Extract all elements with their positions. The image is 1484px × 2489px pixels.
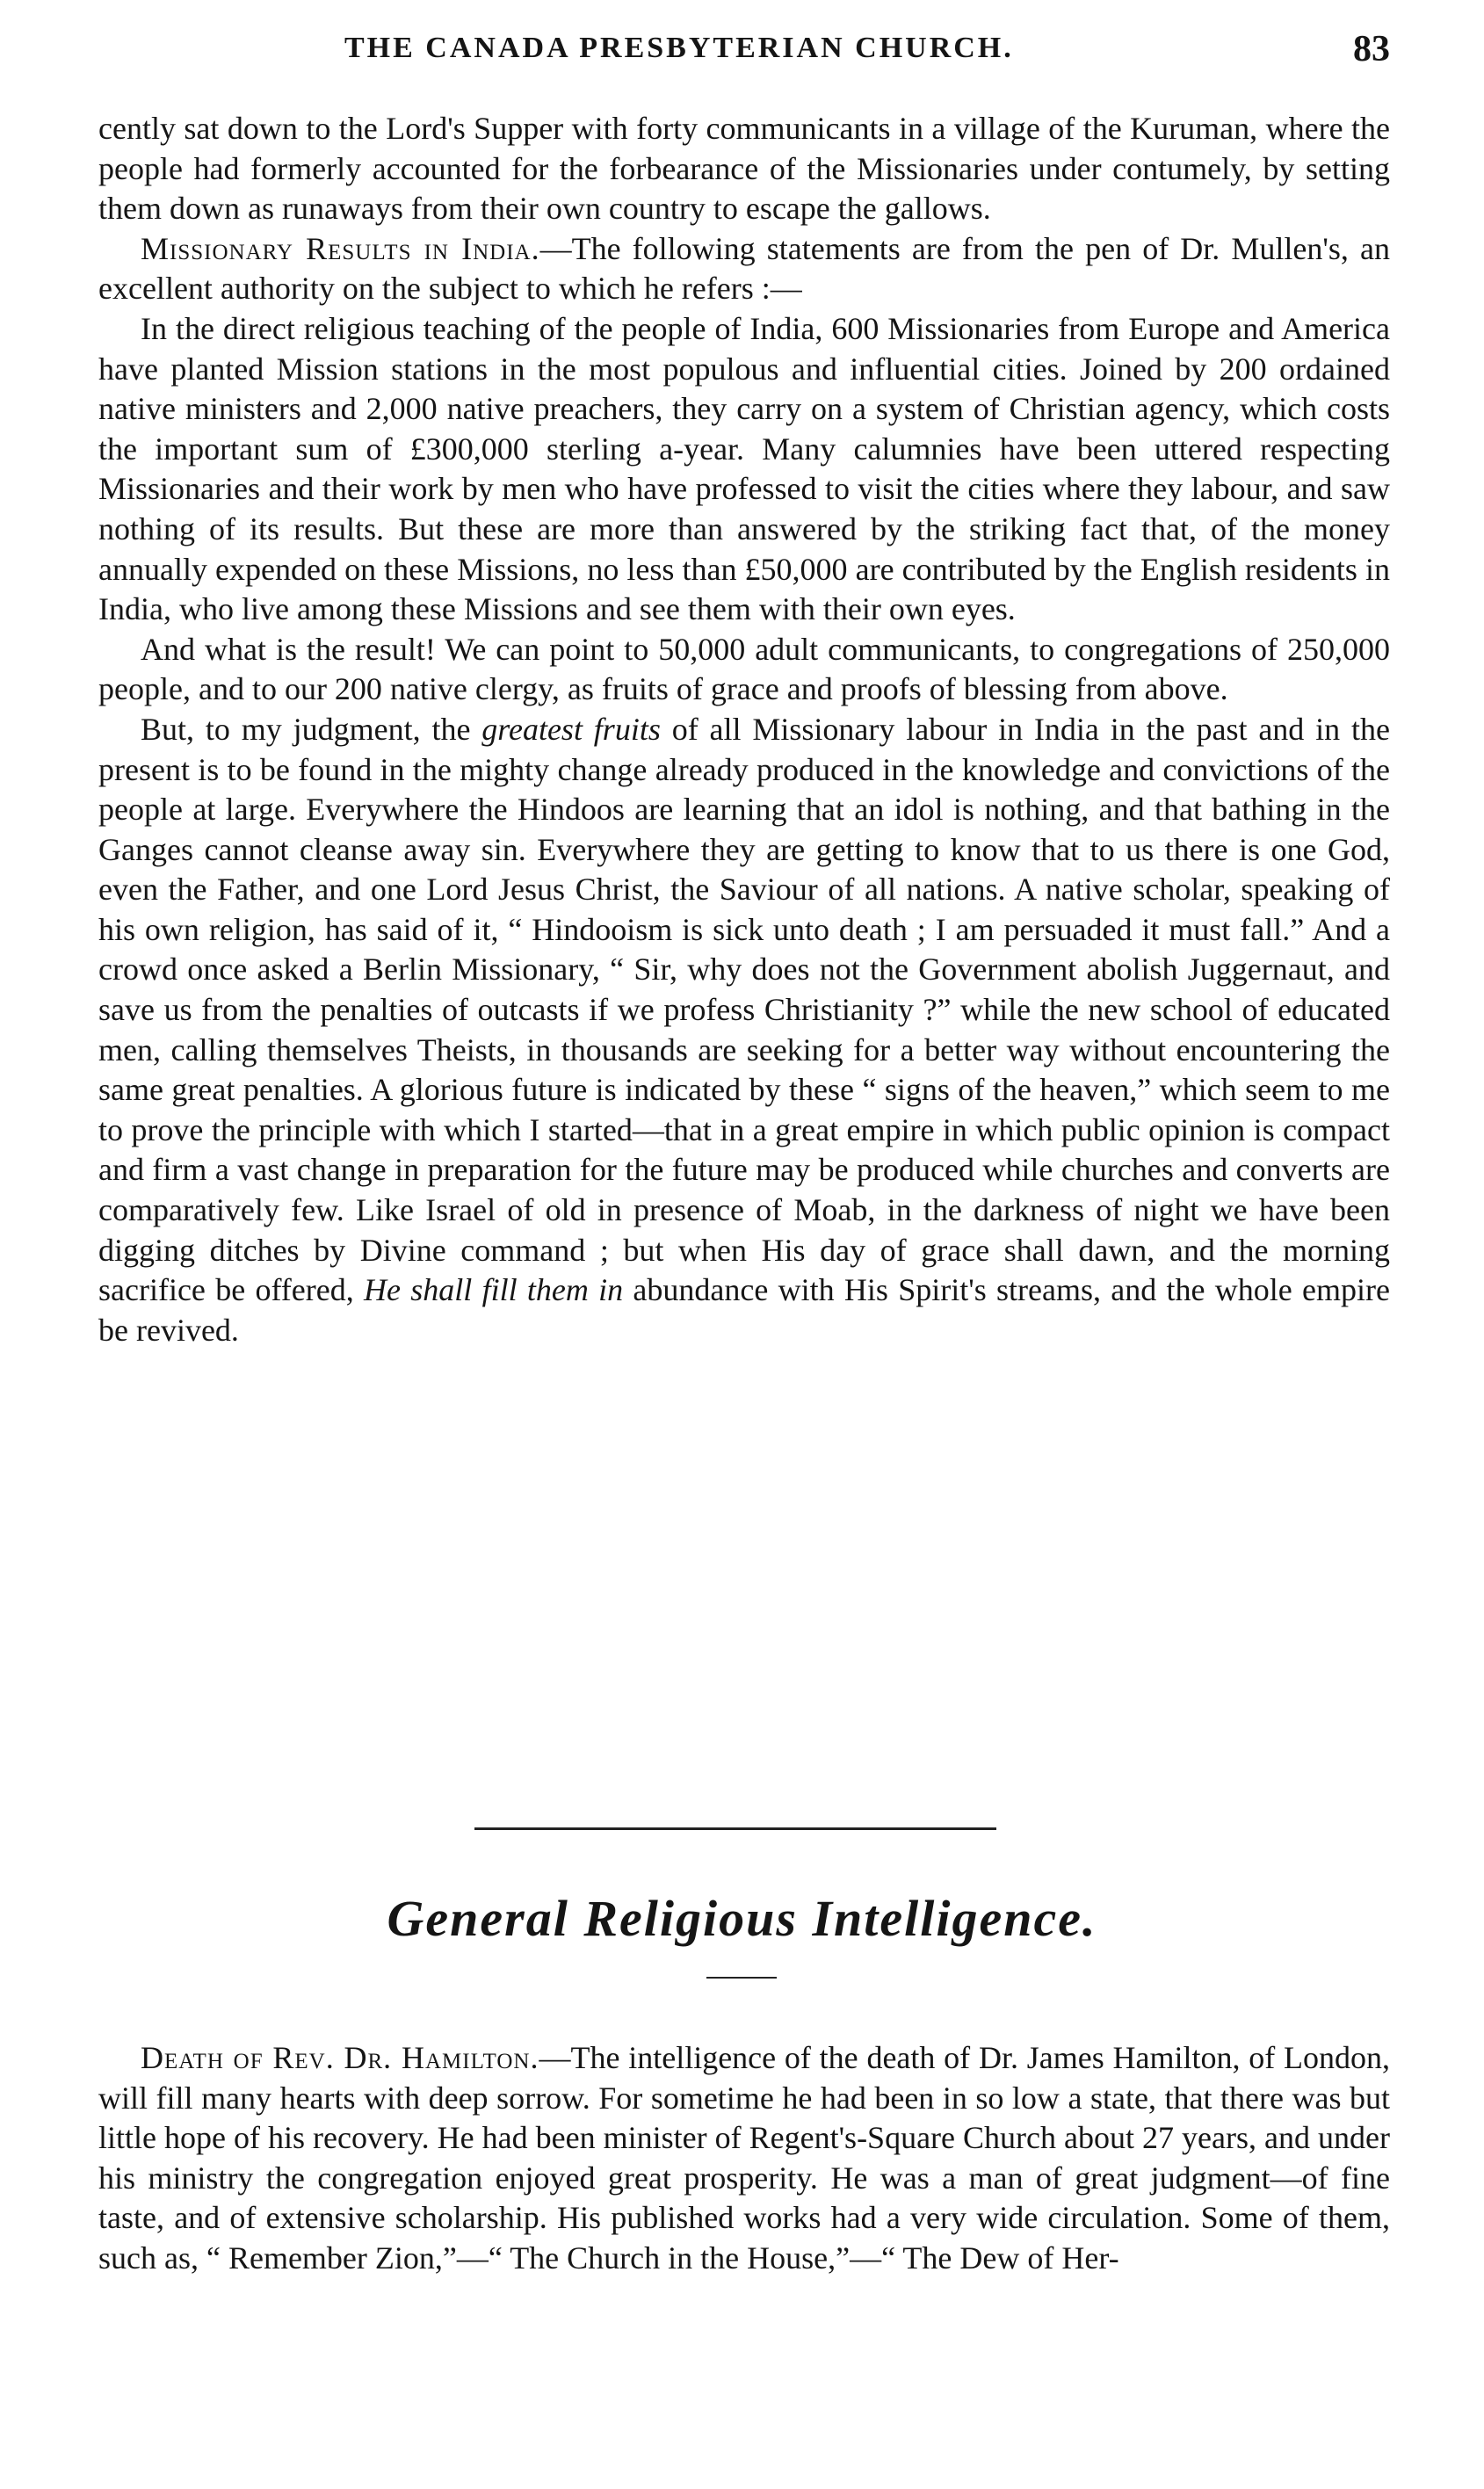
paragraph-greatest-fruits [98, 710, 1390, 1351]
heading-underline [706, 1977, 777, 1979]
paragraph-missionary-results [98, 229, 1390, 309]
hamilton-body: —The intelligence of the death of Dr. James Hamilton, of London, will fill many hearts with deep sorrow. For sometime he had been in so low a state, that there was but little hope of his recovery. He had been minister of Regent's-Square Church about 27 years, and under his ministry the congregation enjoyed great prosperity. He was a man of great judgment—of fine taste, and of extensive scholarship. His published works had a very wide circulation. Some of them, such as, “ Remember Zion,”—“ The Church in the House,”—“ The Dew of Her- [98, 2040, 1390, 2276]
section-divider [474, 1827, 996, 1830]
header-title: THE CANADA PRESBYTERIAN CHURCH. [344, 32, 1014, 64]
run-in-heading-hamilton: Death of Rev. Dr. Hamilton. [141, 2040, 539, 2075]
section-heading: General Religious Intelligence. [387, 1890, 1097, 1947]
running-header [98, 29, 1390, 93]
greatest-fruits-end: abundance with His Spirit's streams, and the whole empire be revived. [98, 1272, 1390, 1348]
top-text-column [98, 109, 1390, 1350]
paragraph-direct-teaching: In the direct religious teaching of the people of India, 600 Missionaries from Europe and America have planted Mission stations in the most populous and influential cities. Joined by 200 ordained native ministers and 2,000 native preachers, they carry on a system of Christian agency, which costs the important sum of £300,000 sterling a-year. Many calumnies have been uttered respecting Missionaries and their work by men who have professed to visit the cities where they labour, and saw nothing of its results. But these are more than answered by the striking fact that, of the money annually expended on these Missions, no less than £50,000 are contributed by the English residents in India, who live among these Missions and see them with their own eyes. [98, 310, 1390, 627]
bottom-text-column [98, 2038, 1390, 2279]
paragraph-death-of-hamilton [98, 2038, 1390, 2279]
greatest-fruits-italic: greatest fruits [481, 711, 661, 747]
paragraph-kuruman: cently sat down to the Lord's Supper with forty communicants in a village of the Kuruman, where the people had formerly accounted for the forbearance of the Missionaries under contumely, by setting them down as runaways from their own country to escape the gallows. [98, 111, 1390, 227]
fill-them-italic: He shall fill them in [364, 1272, 624, 1308]
paragraph-result: And what is the result! We can point to 50,000 adult communicants, to congregations of 250,000 people, and to our 200 native clergy, as fruits of grace and proofs of blessing from above. [98, 631, 1390, 707]
greatest-fruits-start: But, to my judgment, the [141, 711, 482, 747]
missionary-results-intro: —The following statements are from the pen of Dr. Mullen's, an excellent authority on the subject to which he refers :— [98, 230, 1390, 307]
page-number: 83 [1353, 29, 1390, 69]
run-in-heading-missionary-results: Missionary Results in India. [141, 230, 540, 266]
greatest-fruits-main: of all Missionary labour in India in the past and in the present is to be found in the mighty change already produced in the knowledge and convictions of the people at large. Everywhere the Hindoos are learning that an idol is nothing, and that bathing in the Ganges cannot cleanse away sin. Everywhere they are getting to know that to us there is one God, even the Father, and one Lord Jesus Christ, the Saviour of all nations. A native scholar, speaking of his own religion, has said of it, “ Hindooism is sick unto death ; I am persuaded it must fall.” And a crowd once asked a Berlin Missionary, “ Sir, why does not the Government abolish Juggernaut, and save us from the penalties of outcasts if we profess Christianity ?” while the new school of educated men, calling themselves Theists, in thousands are seeking for a better way without encountering the same great penalties. A glorious future is indicated by these “ signs of the heaven,” which seem to me to prove the principle with which I started—that in a great empire in which public opinion is compact and firm a vast change in preparation for the future may be produced while churches and converts are comparatively few. Like Israel of old in presence of Moab, in the darkness of night we have been digging ditches by Divine command ; but when His day of grace shall dawn, and the morning sacrifice be offered, [98, 711, 1391, 1308]
